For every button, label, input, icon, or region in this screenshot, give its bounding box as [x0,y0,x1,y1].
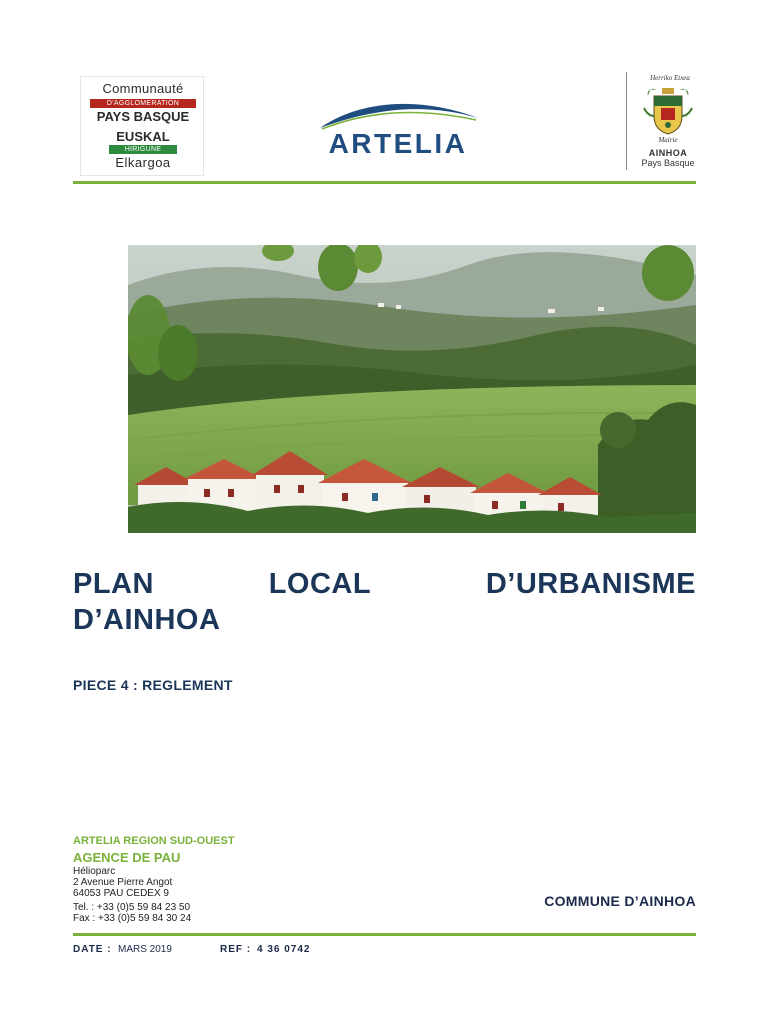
coat-of-arms-icon [640,86,696,136]
artelia-wordmark: ARTELIA [328,128,468,159]
title-word-urbanisme: D’URBANISME [485,568,696,600]
artelia-swoosh-icon [300,96,496,132]
communaute-agglomeration-logo [80,76,204,176]
title-word-plan: PLAN [73,568,154,600]
logo-line-hirigune: HIRIGUNE [109,145,177,154]
village-landscape-image [128,245,696,533]
commune-name: COMMUNE D’AINHOA [544,893,696,909]
mairie-ainhoa-logo [626,72,696,172]
agency-address-line-2: 2 Avenue Pierre Angot [73,877,173,888]
artelia-logo [300,96,496,158]
agency-address-line-3: 64053 PAU CEDEX 9 [73,888,169,899]
date-value: MARS 2019 [118,944,172,955]
logo-ainhoa-text: AINHOA [648,148,688,158]
header-divider [73,181,696,184]
agency-region: ARTELIA REGION SUD-OUEST [73,835,235,847]
document-title-line-2: D’AINHOA [73,604,221,636]
logo-line-pays-basque: PAYS BASQUE [96,109,190,124]
logo-divider [626,72,627,170]
agency-telephone: Tel. : +33 (0)5 59 84 23 50 [73,902,191,913]
ref-label: REF : [220,944,252,955]
logo-arc-text: Herriko Etxea [650,74,690,82]
agency-name: AGENCE DE PAU [73,850,181,865]
agency-fax: Fax : +33 (0)5 59 84 30 24 [73,913,192,924]
logo-line-elkargoa: Elkargoa [115,155,171,170]
ainhoa-landscape-photo [128,245,696,533]
ref-value: 4 36 0742 [257,944,311,955]
logo-pays-basque-text: Pays Basque [641,158,695,168]
logo-line-communaute: Communauté [102,81,184,96]
document-title-line-1 [73,568,696,601]
title-word-local: LOCAL [268,568,372,600]
agency-address-line-1: Hélioparc [73,866,116,877]
logo-mairie-text: Mairie [658,136,678,144]
document-subtitle: PIECE 4 : REGLEMENT [73,677,233,693]
logo-line-euskal: EUSKAL [116,129,170,144]
footer-divider [73,933,696,936]
date-label: DATE : [73,944,112,955]
logo-line-agglomeration: D'AGGLOMERATION [90,99,196,108]
